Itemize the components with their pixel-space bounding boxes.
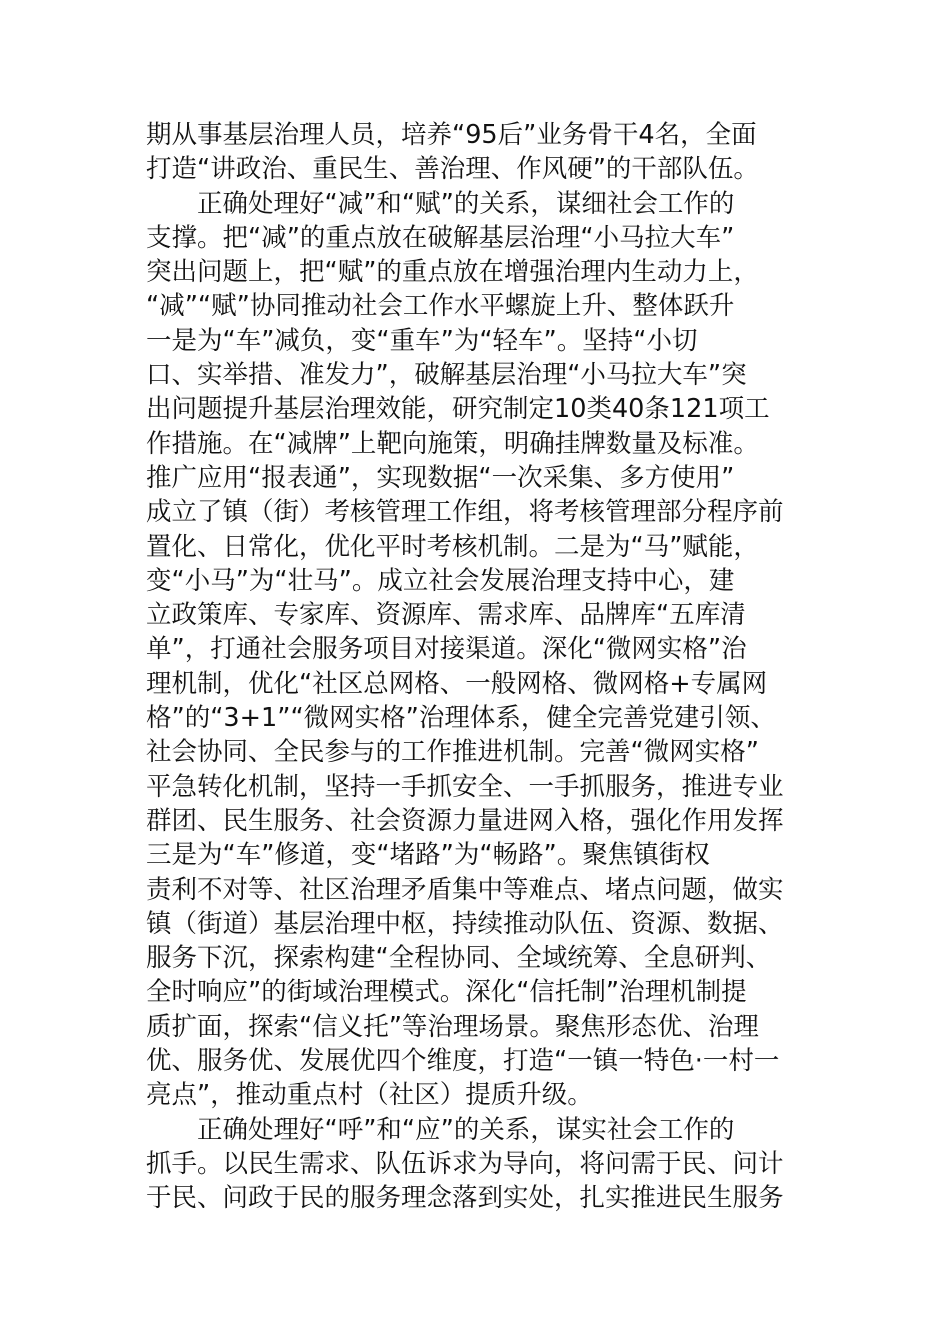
text-line: 抓手。以民生需求、队伍诉求为导向，将问需于民、问计	[146, 1148, 784, 1179]
text-line: 推广应用“报表通”，实现数据“一次采集、多方使用”	[146, 462, 735, 493]
text-line: 期从事基层治理人员，培养“95后”业务骨干4名，全面	[146, 120, 757, 150]
document-body	[146, 118, 826, 1216]
text-line: 出问题提升基层治理效能，研究制定10类40条121项工	[146, 394, 770, 425]
text-line: 责利不对等、社区治理矛盾集中等难点、堵点问题，做实	[146, 874, 784, 905]
paragraph-first-line: 正确处理好“减”和“赋”的关系，谋细社会工作的	[197, 188, 735, 219]
text-line: 作措施。在“减牌”上靶向施策，明确挂牌数量及标准。	[146, 428, 759, 459]
text-line: 成立了镇（街）考核管理工作组，将考核管理部分程序前	[146, 497, 784, 528]
text-line: 于民、问政于民的服务理念落到实处，扎实推进民生服务	[146, 1183, 784, 1214]
text-line: 服务下沉，探索构建“全程协同、全域统筹、全息研判、	[146, 943, 772, 974]
text-line: 质扩面，探索“信义托”等治理场景。聚焦形态优、治理	[146, 1011, 759, 1042]
text-line: 变“小马”为“壮马”。成立社会发展治理支持中心，建	[146, 565, 735, 596]
text-line: 优、服务优、发展优四个维度，打造“一镇一特色·一村一	[146, 1046, 780, 1077]
text-line: 置化、日常化，优化平时考核机制。二是为“马”赋能，	[146, 531, 759, 562]
text-line: 口、实举措、准发力”，破解基层治理“小马拉大车”突	[146, 360, 747, 391]
text-line: 单”，打通社会服务项目对接渠道。深化“微网实格”治	[146, 634, 747, 665]
text-line: 打造“讲政治、重民生、善治理、作风硬”的干部队伍。	[146, 154, 759, 185]
text-line: 全时响应”的街域治理模式。深化“信托制”治理机制提	[146, 977, 747, 1008]
text-line: 支撑。把“减”的重点放在破解基层治理“小马拉大车”	[146, 222, 735, 253]
text-line: “减”“赋”协同推动社会工作水平螺旋上升、整体跃升	[146, 291, 735, 322]
text-line: 突出问题上，把“赋”的重点放在增强治理内生动力上，	[146, 257, 759, 288]
text-line: 理机制，优化“社区总网格、一般网格、微网格+专属网	[146, 668, 768, 699]
text-line: 平急转化机制，坚持一手抓安全、一手抓服务，推进专业	[146, 771, 784, 802]
text-line: 一是为“车”减负，变“重车”为“轻车”。坚持“小切	[146, 325, 698, 356]
text-line: 镇（街道）基层治理中枢，持续推动队伍、资源、数据、	[146, 908, 784, 939]
text-line: 群团、民生服务、社会资源力量进网入格，强化作用发挥	[146, 805, 784, 836]
text-line: 立政策库、专家库、资源库、需求库、品牌库“五库清	[146, 600, 746, 631]
text-line: 格”的“3+1”“微网实格”治理体系，健全完善党建引领、	[146, 703, 776, 734]
text-line: 亮点”，推动重点村（社区）提质升级。	[146, 1080, 593, 1111]
paragraph-first-line: 正确处理好“呼”和“应”的关系，谋实社会工作的	[197, 1114, 735, 1145]
text-line: 三是为“车”修道，变“堵路”为“畅路”。聚焦镇街权	[146, 840, 710, 871]
text-line: 社会协同、全民参与的工作推进机制。完善“微网实格”	[146, 737, 759, 768]
